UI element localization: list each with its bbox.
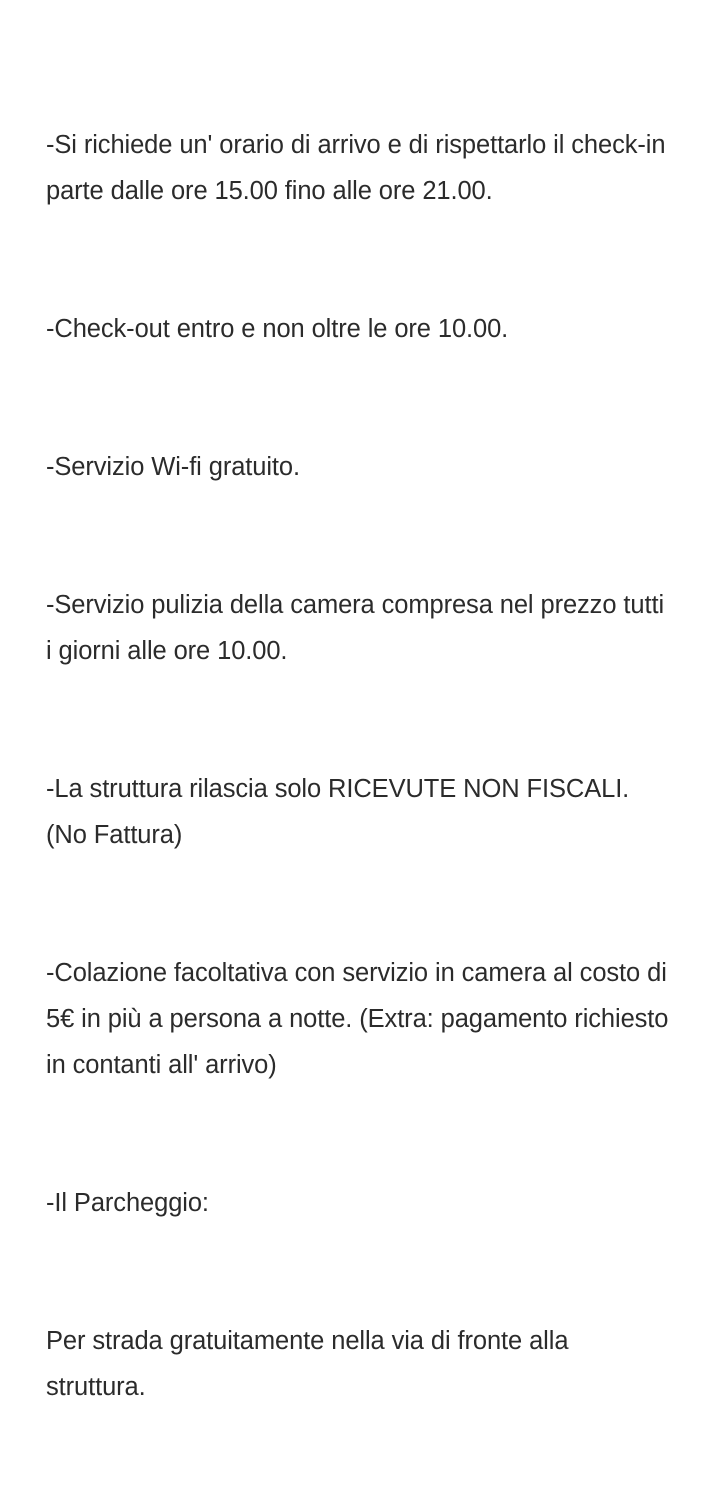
rule-paragraph: -Si richiede un' orario di arrivo e di rispettarlo il check-in parte dalle ore 15.00 fino alle ore 21.00. [46,131,673,205]
rule-paragraph: -Check-out entro e non oltre le ore 10.00. [46,315,509,343]
rule-paragraph: -Colazione facoltativa con servizio in camera al costo di 5€ in più a persona a notte. (Extra: pagamento richiesto in contanti all' arrivo) [46,959,676,1079]
house-rules-text [46,30,674,1502]
rule-paragraph: Per strada gratuitamente nella via di fronte alla struttura. [46,1327,576,1401]
rule-paragraph: -Il Parcheggio: [46,1189,209,1217]
rule-paragraph: -Servizio pulizia della camera compresa nel prezzo tutti i giorni alle ore 10.00. [46,591,672,665]
rule-paragraph: -Servizio Wi-fi gratuito. [46,453,300,481]
rule-paragraph: -La struttura rilascia solo RICEVUTE NON FISCALI. (No Fattura) [46,775,637,849]
